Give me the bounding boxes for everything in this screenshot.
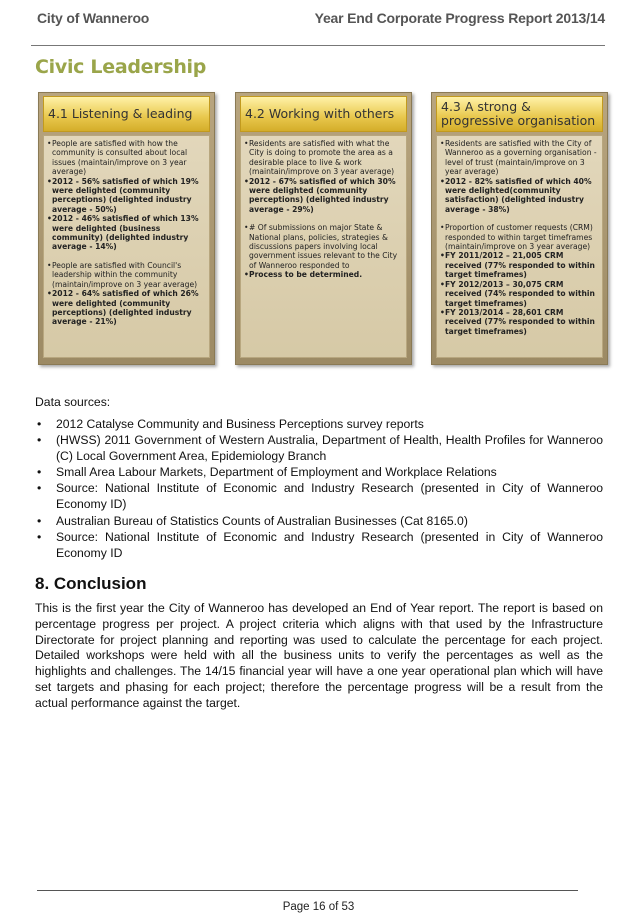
- list-item: • Australian Bureau of Statistics Counts of Australian Businesses (Cat 8165.0): [35, 514, 603, 530]
- list-item: • Small Area Labour Markets, Department of Employment and Workplace Relations: [35, 465, 603, 481]
- header-divider: [31, 45, 605, 46]
- card-bullet-item: • # Of submissions on major State & National plans, policies, strategies & discussions papers involving local government issues relevant to the City of Wanneroo responded to: [244, 223, 403, 270]
- card-body: [43, 135, 210, 358]
- spacer: [244, 214, 403, 223]
- card-bullet-item: • 2012 - 46% satisfied of which 13% were delighted (business community) (delighted industry average - 14%): [47, 214, 206, 252]
- card-bullet-item: • 2012 - 64% satisfied of which 26% were delighted (community perceptions) (delighted industry average - 21%): [47, 289, 206, 327]
- spacer: [440, 214, 599, 223]
- card-bullet-item: • FY 2012/2013 – 30,075 CRM received (74% responded to within target timeframes): [440, 280, 599, 308]
- list-item: • (HWSS) 2011 Government of Western Australia, Department of Health, Health Profiles for Wanneroo (C) Local Government Area, Epidemiology Branch: [35, 433, 603, 465]
- card-bullet-item: • FY 2013/2014 – 28,601 CRM received (77% responded to within target timeframes): [440, 308, 599, 336]
- data-sources: [35, 395, 603, 562]
- card-bullet-item: • 2012 - 82% satisfied of which 40% were delighted(community satisfaction) (delighted industry average - 38%): [440, 177, 599, 215]
- card-bullet-item: • 2012 - 67% satisfied of which 30% were delighted (community perceptions) (delighted industry average - 29%): [244, 177, 403, 215]
- card-working-with-others: [235, 92, 412, 365]
- list-item: • 2012 Catalyse Community and Business Perceptions survey reports: [35, 417, 603, 433]
- list-item: • Source: National Institute of Economic and Industry Research (presented in City of Wanneroo Economy ID: [35, 530, 603, 562]
- section-title: Civic Leadership: [35, 56, 207, 78]
- card-bullet-item: • 2012 - 56% satisfied of which 19% were delighted (community perceptions) (delighted industry average - 50%): [47, 177, 206, 215]
- card-bullet-item: • People are satisfied with how the community is consulted about local issues (maintain/improve on 3 year average): [47, 139, 206, 177]
- card-bullet-item: • Proportion of customer requests (CRM) responded to within target timeframes (maintain/improve on 3 year average): [440, 223, 599, 251]
- footer-divider: [37, 890, 578, 891]
- conclusion-heading: 8. Conclusion: [35, 574, 147, 593]
- card-title: 4.3 A strong & progressive organisation: [436, 96, 603, 132]
- data-sources-heading: Data sources:: [35, 395, 111, 409]
- card-bullet-item: • FY 2011/2012 – 21,005 CRM received (77% responded to within target timeframes): [440, 251, 599, 279]
- header-report-title: Year End Corporate Progress Report 2013/14: [314, 10, 605, 26]
- page-number: Page 16 of 53: [282, 901, 355, 913]
- card-body: [240, 135, 407, 358]
- card-listening-leading: [38, 92, 215, 365]
- spacer: [47, 252, 206, 261]
- card-strong-organisation: [431, 92, 608, 365]
- list-item: • Source: National Institute of Economic and Industry Research (presented in City of Wanneroo Economy ID): [35, 481, 603, 513]
- card-bullet-item: • Process to be determined.: [244, 270, 403, 279]
- page-header: [37, 8, 605, 32]
- card-bullet-item: • Residents are satisfied with what the City is doing to promote the area as a desirable place to live & work (maintain/improve on 3 year average): [244, 139, 403, 177]
- header-org-name: City of Wanneroo: [37, 10, 150, 26]
- card-title: 4.2 Working with others: [240, 96, 407, 132]
- card-title: 4.1 Listening & leading: [43, 96, 210, 132]
- data-sources-list: [35, 417, 603, 562]
- card-body: [436, 135, 603, 358]
- card-bullet-item: • Residents are satisfied with the City of Wanneroo as a governing organisation - level of trust (maintain/improve on 3 year average): [440, 139, 599, 177]
- card-bullet-item: • People are satisfied with Council's leadership within the community (maintain/improve on 3 year average): [47, 261, 206, 289]
- conclusion-text: This is the first year the City of Wanneroo has developed an End of Year report. The report is based on percentage progress per project. A project criteria which aligns with that used by the Infrastructure Directorate for project planning and reporting was used to calculate the percentage for each project. Detailed workshops were held with all the business units to verify the percentages as well as the highlights and challenges. The 14/15 financial year will have a one year operational plan which will have set targets and phasing for each project; therefore the percentage progress will be a result from the actual performance against the target.: [35, 601, 603, 710]
